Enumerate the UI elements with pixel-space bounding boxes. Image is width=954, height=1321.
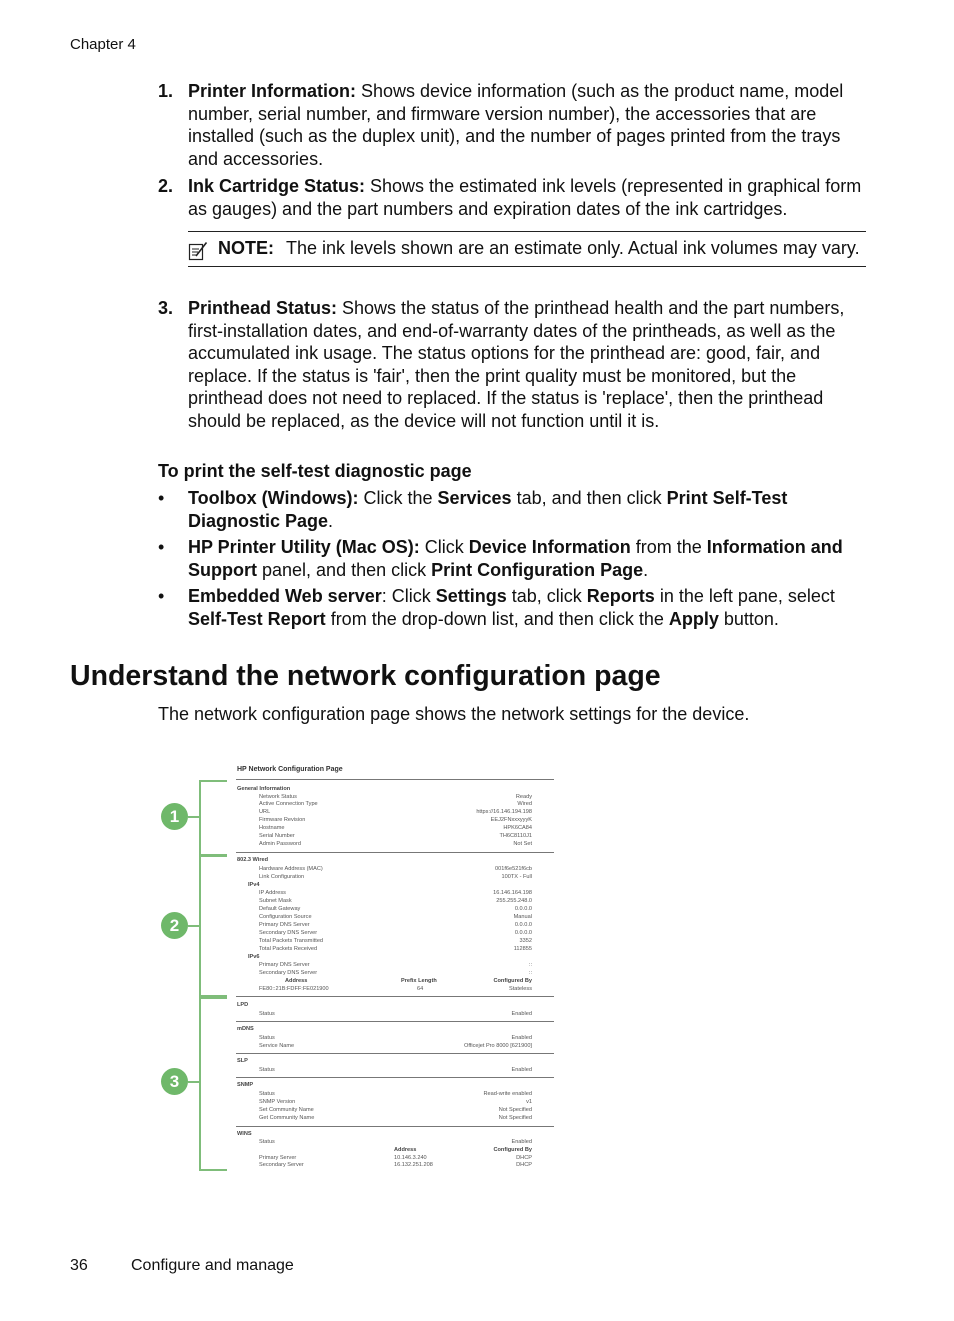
bullet-bold: Toolbox (Windows): [188,488,359,508]
config-section-heading: WINS [237,1131,252,1137]
config-row-value: Enabled [511,1067,532,1073]
config-row-value: 10.146.3.240 [394,1155,427,1161]
bullet-bold: Reports [586,586,655,606]
bullet-bold: Print Configuration Page [431,559,644,580]
list-item-printhead-status [158,297,863,433]
config-page-title: HP Network Configuration Page [237,766,343,773]
config-row-value: 112855 [513,946,532,952]
note-label: NOTE: [218,238,274,258]
config-row-value: Officejet Pro 8000 [621900] [463,1043,532,1049]
config-row-value: Not Set [513,841,532,847]
bullet-hp-printer-utility: • HP Printer Utility (Mac OS): Click Device Information from the Information and Support panel, and then click Print Configuration Page. [158,537,843,580]
config-row-label: Total Packets Received [259,946,318,952]
config-row-value: EEJ2FNxxxyyyK [490,817,532,823]
config-row-label: Serial Number [259,833,295,839]
bullet-text: panel, and then click [257,559,432,580]
chapter-label: Chapter 4 [70,36,136,53]
bullet-bold: Services [437,488,512,508]
config-row-label: Set Community Name [259,1107,314,1113]
item-title: Printhead Status: [188,298,338,318]
bullet-text: . [328,510,334,531]
callout-badge-1: 1 [161,803,188,830]
config-row-value: 100TX - Full [501,874,532,880]
config-row-label: Link Configuration [259,874,305,880]
config-row-label: SNMP Version [259,1099,296,1105]
config-row-value: 16.132.251.208 [394,1162,433,1168]
callout-bracket-3 [199,997,227,1171]
bullet-text: Click the [358,488,438,508]
bullet-text: from the drop-down list, and then click the [325,608,669,629]
item-text: Shows device information (such as the product name, model number, serial number, and firmware version number), the accessories that are installed (such as the duplex unit), and the number of pages printed from the trays and accessories. [188,81,844,169]
config-row-value: :: [528,970,532,976]
config-row-label: Get Community Name [259,1115,315,1121]
config-row-value: Manual [513,914,532,920]
config-row-label: Secondary DNS Server [259,970,318,976]
config-row-value: Read-write enabled [483,1091,532,1097]
config-col-header: Configured By [493,978,532,984]
item-title: Printer Information: [188,81,357,101]
config-row-label: Secondary Server [259,1162,304,1168]
config-row-label: Primary Server [259,1155,297,1161]
config-row-label: Admin Password [259,841,301,847]
config-subheading: IPv6 [248,954,260,960]
callout-badge-2: 2 [161,912,188,939]
config-row-value: DHCP [516,1155,532,1161]
note-text: The ink levels shown are an estimate only. Actual ink volumes may vary. [286,238,860,258]
config-section-heading: mDNS [237,1026,254,1032]
config-row-label: Total Packets Transmitted [259,938,324,944]
note-icon [188,241,208,261]
config-row-label: Status [259,1139,275,1145]
config-section-heading: SLP [237,1058,248,1064]
bullet-bold: Apply [668,608,719,629]
config-row-value: 255.255.248.0 [496,898,532,904]
item-title: Ink Cartridge Status: [188,176,366,196]
config-row-label: Status [259,1067,275,1073]
config-section-heading: 802.3 Wired [237,857,269,863]
config-row-label: URL [259,809,271,815]
bullet-bold: Print Self-Test Diagnostic Page [188,488,788,531]
config-row-value: v1 [526,1099,532,1105]
bullet-toolbox: • Toolbox (Windows): Click the Services tab, and then click Print Self-Test Diagnostic Page. [158,488,788,531]
config-row-label: Configuration Source [259,914,312,920]
config-row-label: Primary DNS Server [259,922,310,928]
config-col-header: Address [394,1147,417,1153]
page-number: 36 [70,1257,88,1274]
bullet-text: tab, click [506,586,587,606]
list-item-printer-information [158,80,863,170]
config-section-heading: General Information [237,786,291,792]
bullet-embedded-web-server: • Embedded Web server: Click Settings tab, click Reports in the left pane, select Self-Test Report from the drop-down list, and then click the Apply button. [158,586,835,629]
list-item-ink-cartridge-status [158,175,863,220]
callout-bracket-1 [199,780,227,856]
bullet-text: tab, and then click [511,488,667,508]
config-row-label: Status [259,1035,275,1041]
bullet-bold: Settings [435,586,507,606]
config-row-value: TH6C8110J1 [499,833,532,839]
config-row-value: 0.0.0.0 [514,930,532,936]
bullet-bold: Self-Test Report [188,608,326,629]
item-number: 2. [158,176,174,196]
config-row-label: Status [259,1011,275,1017]
config-row-label: Firmware Revision [259,817,306,823]
config-row-label: Network Status [259,794,297,800]
network-config-figure [160,762,560,1172]
bullet-text: button. [718,608,779,629]
config-row-value: 0.0.0.0 [514,922,532,928]
bullet-text: in the left pane, select [654,586,835,606]
item-text: Shows the status of the printhead health and the part numbers, first-installation dates, and end-of-warranty dates of the printheads, as well as the accumulated ink usage. The status options for the printhead are: good, fair, and replace. If the status is 'fair', then the print quality must be monitored, but the printhead does not need to replaced. If the status is 'replace', then the printhead should be replaced, as the device will not function until it is. [188,298,845,431]
config-col-header: Address [285,978,308,984]
config-row-value: 64 [417,986,424,992]
config-section-heading: SNMP [237,1082,254,1088]
bullet-text: . [643,559,649,580]
config-row-label: Hardware Address (MAC) [259,866,323,872]
config-row-label: Default Gateway [259,906,301,912]
config-row-label: Secondary DNS Server [259,930,318,936]
config-row-value: DHCP [516,1162,532,1168]
config-row-value: 0.0.0.0 [514,906,532,912]
config-row-value: HPK6CA84 [503,825,532,831]
config-row-value: 16.146.164.198 [493,890,532,896]
config-col-header: Configured By [493,1147,532,1153]
config-row-value: Enabled [511,1139,532,1145]
bullet-bold: Information and Support [188,537,843,580]
config-row-value: 3352 [519,938,532,944]
bullet-bold: HP Printer Utility (Mac OS): [188,537,420,557]
config-row-value: Enabled [511,1011,532,1017]
bullet-text: Click [419,537,469,557]
item-number: 3. [158,298,174,318]
config-row-value: Wired [517,801,532,807]
config-row-value: Stateless [508,986,532,992]
config-row-label: Primary DNS Server [259,962,310,968]
config-row-label: Status [259,1091,275,1097]
item-number: 1. [158,81,174,101]
bullet-text: from the [630,537,707,557]
config-row-label: IP Address [259,890,286,896]
config-row-value: Enabled [511,1035,532,1041]
bullet-text: : Click [381,586,436,606]
footer-title: Configure and manage [131,1257,294,1274]
config-col-header: Prefix Length [401,978,437,984]
config-row-value: Not Specified [498,1115,532,1121]
config-row-label: Hostname [259,825,285,831]
bullet-bold: Device Information [468,537,631,557]
note-box [188,231,866,267]
callout-badge-3: 3 [161,1068,188,1095]
config-row-value: FE80::21B:FDFF:FE021900 [259,986,329,992]
config-section-heading: LPD [237,1002,249,1008]
config-row-label: Active Connection Type [259,801,318,807]
config-row-value: 001f6e521f6cb [494,866,532,872]
config-row-value: https://16.146.194.198 [476,809,532,815]
config-row-label: Service Name [259,1043,295,1049]
config-row-value: Ready [515,794,532,800]
procedure-heading: To print the self-test diagnostic page [158,461,472,481]
callout-bracket-2 [199,855,227,997]
config-row-value: :: [528,962,532,968]
section-title: Understand the network configuration page [70,660,661,692]
config-row-value: Not Specified [498,1107,532,1113]
section-intro: The network configuration page shows the network settings for the device. [158,704,750,724]
bullet-bold: Embedded Web server [188,586,382,606]
item-text: Shows the estimated ink levels (represented in graphical form as gauges) and the part numbers and expiration dates of the ink cartridges. [188,176,862,219]
config-subheading: IPv4 [248,882,260,888]
config-row-label: Subnet Mask [259,898,292,904]
